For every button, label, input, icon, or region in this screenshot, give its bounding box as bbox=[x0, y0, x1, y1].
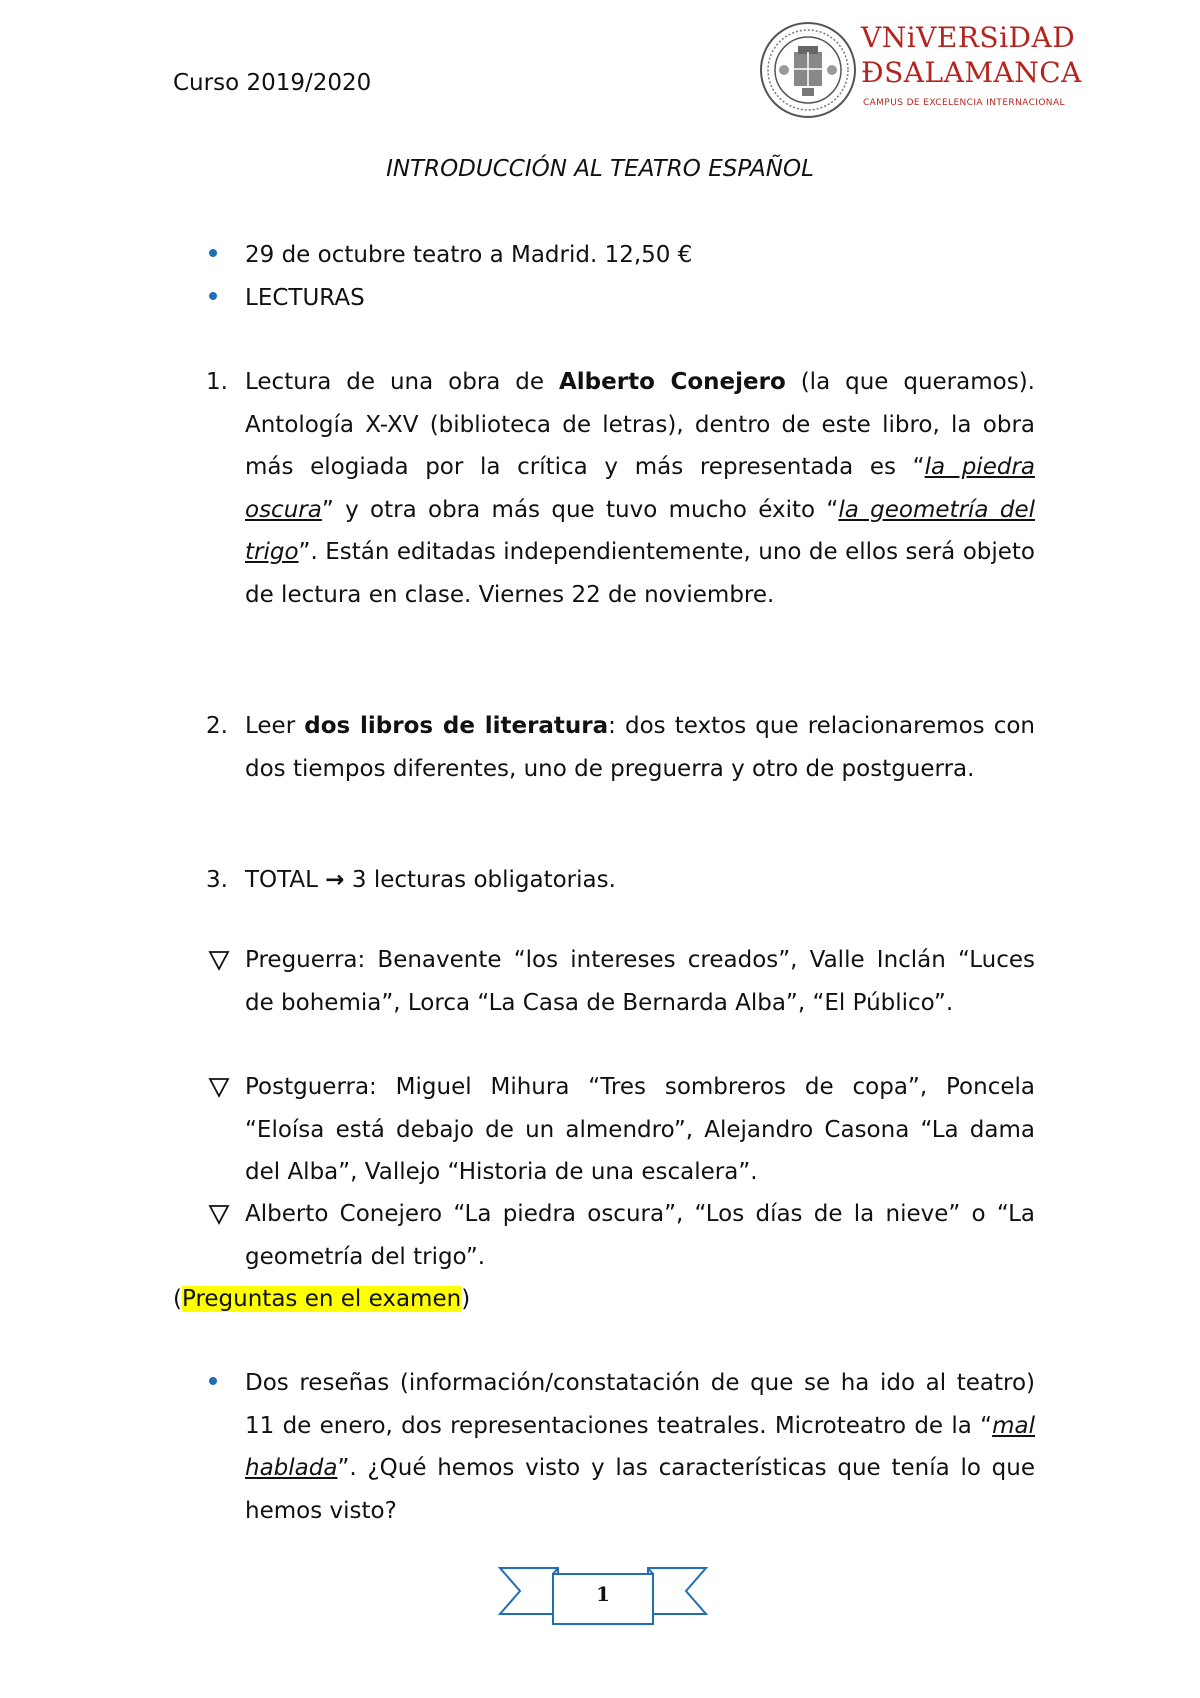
item-text: ”. ¿Qué hemos visto y las características que tenía lo que hemos visto? bbox=[245, 1455, 1035, 1524]
item-text: 3 lecturas obligatorias. bbox=[344, 867, 616, 893]
list-number: 3. bbox=[206, 867, 228, 893]
bullet-dot-icon bbox=[209, 292, 217, 300]
arrow-right-icon: → bbox=[325, 867, 345, 893]
item-text: Dos reseñas (información/constatación de que se ha ido al teatro) 11 de enero, dos representaciones teatrales. Microteatro de la “ bbox=[245, 1370, 1035, 1439]
exam-note bbox=[173, 1278, 470, 1321]
bullet-item-lecturas: LECTURAS bbox=[245, 285, 365, 311]
triangle-down-icon bbox=[208, 1076, 230, 1098]
list-number: 1. bbox=[206, 369, 228, 395]
exam-note-highlight: Preguntas en el examen bbox=[181, 1286, 462, 1312]
item-bold-text: Alberto Conejero bbox=[558, 369, 786, 395]
university-logo bbox=[758, 20, 1088, 120]
university-subtitle: CAMPUS DE EXCELENCIA INTERNACIONAL bbox=[863, 98, 1065, 108]
numbered-item-3 bbox=[245, 859, 1035, 902]
item-text: TOTAL bbox=[245, 867, 326, 893]
work-title-underlined: la piedra oscura bbox=[245, 454, 1035, 523]
triangle-down-icon bbox=[208, 949, 230, 971]
item-text: (la que queramos). Antología X-XV (biblioteca de letras), dentro de este libro, la obra más elogiada por la crítica y más representada es “ bbox=[245, 369, 1035, 480]
university-name-line2: ÐSALAMANCA bbox=[861, 56, 1082, 89]
bullet-item-trip: 29 de octubre teatro a Madrid. 12,50 € bbox=[245, 242, 693, 268]
university-seal-icon bbox=[758, 20, 858, 120]
item-text: : dos textos que relacionaremos con dos tiempos diferentes, uno de preguerra y otro de postguerra. bbox=[245, 713, 1036, 782]
page-number: 1 bbox=[596, 1582, 610, 1606]
reading-list-conejero: Alberto Conejero “La piedra oscura”, “Los días de la nieve” o “La geometría del trigo”. bbox=[245, 1201, 1035, 1270]
item-text: Lectura de una obra de bbox=[245, 369, 559, 395]
triangle-down-icon bbox=[208, 1203, 230, 1225]
numbered-item-2 bbox=[245, 705, 1035, 790]
bullet-dot-icon bbox=[209, 1377, 217, 1385]
item-text: ” y otra obra más que tuvo mucho éxito “ bbox=[321, 496, 839, 523]
item-text: Leer bbox=[245, 713, 305, 739]
item-bold-text: dos libros de literatura bbox=[304, 713, 609, 739]
bullet-item-resenas bbox=[245, 1362, 1035, 1532]
university-name-line1: VNiVERSiDAD bbox=[861, 21, 1076, 54]
course-label: Curso 2019/2020 bbox=[173, 70, 372, 96]
bullet-dot-icon bbox=[209, 249, 217, 257]
work-title-underlined: la geometría del trigo bbox=[245, 496, 1035, 565]
paren-close: ) bbox=[461, 1286, 471, 1312]
reading-list-preguerra: Preguerra: Benavente “los intereses creados”, Valle Inclán “Luces de bohemia”, Lorca “La Casa de Bernarda Alba”, “El Público”. bbox=[245, 947, 1035, 1016]
numbered-item-1 bbox=[245, 361, 1035, 616]
item-text: ”. Están editadas independientemente, uno de ellos será objeto de lectura en clase. Viernes 22 de noviembre. bbox=[245, 539, 1035, 608]
work-title-underlined: mal hablada bbox=[245, 1412, 1035, 1481]
university-name bbox=[861, 20, 1082, 90]
list-number: 2. bbox=[206, 713, 228, 739]
paren-open: ( bbox=[173, 1286, 182, 1312]
reading-list-postguerra: Postguerra: Miguel Mihura “Tres sombreros de copa”, Poncela “Eloísa está debajo de un almendro”, Alejandro Casona “La dama del Alba”, Vallejo “Historia de una escalera”. bbox=[245, 1074, 1035, 1185]
page-footer bbox=[498, 1560, 708, 1628]
document-title: INTRODUCCIÓN AL TEATRO ESPAÑOL bbox=[386, 156, 814, 182]
